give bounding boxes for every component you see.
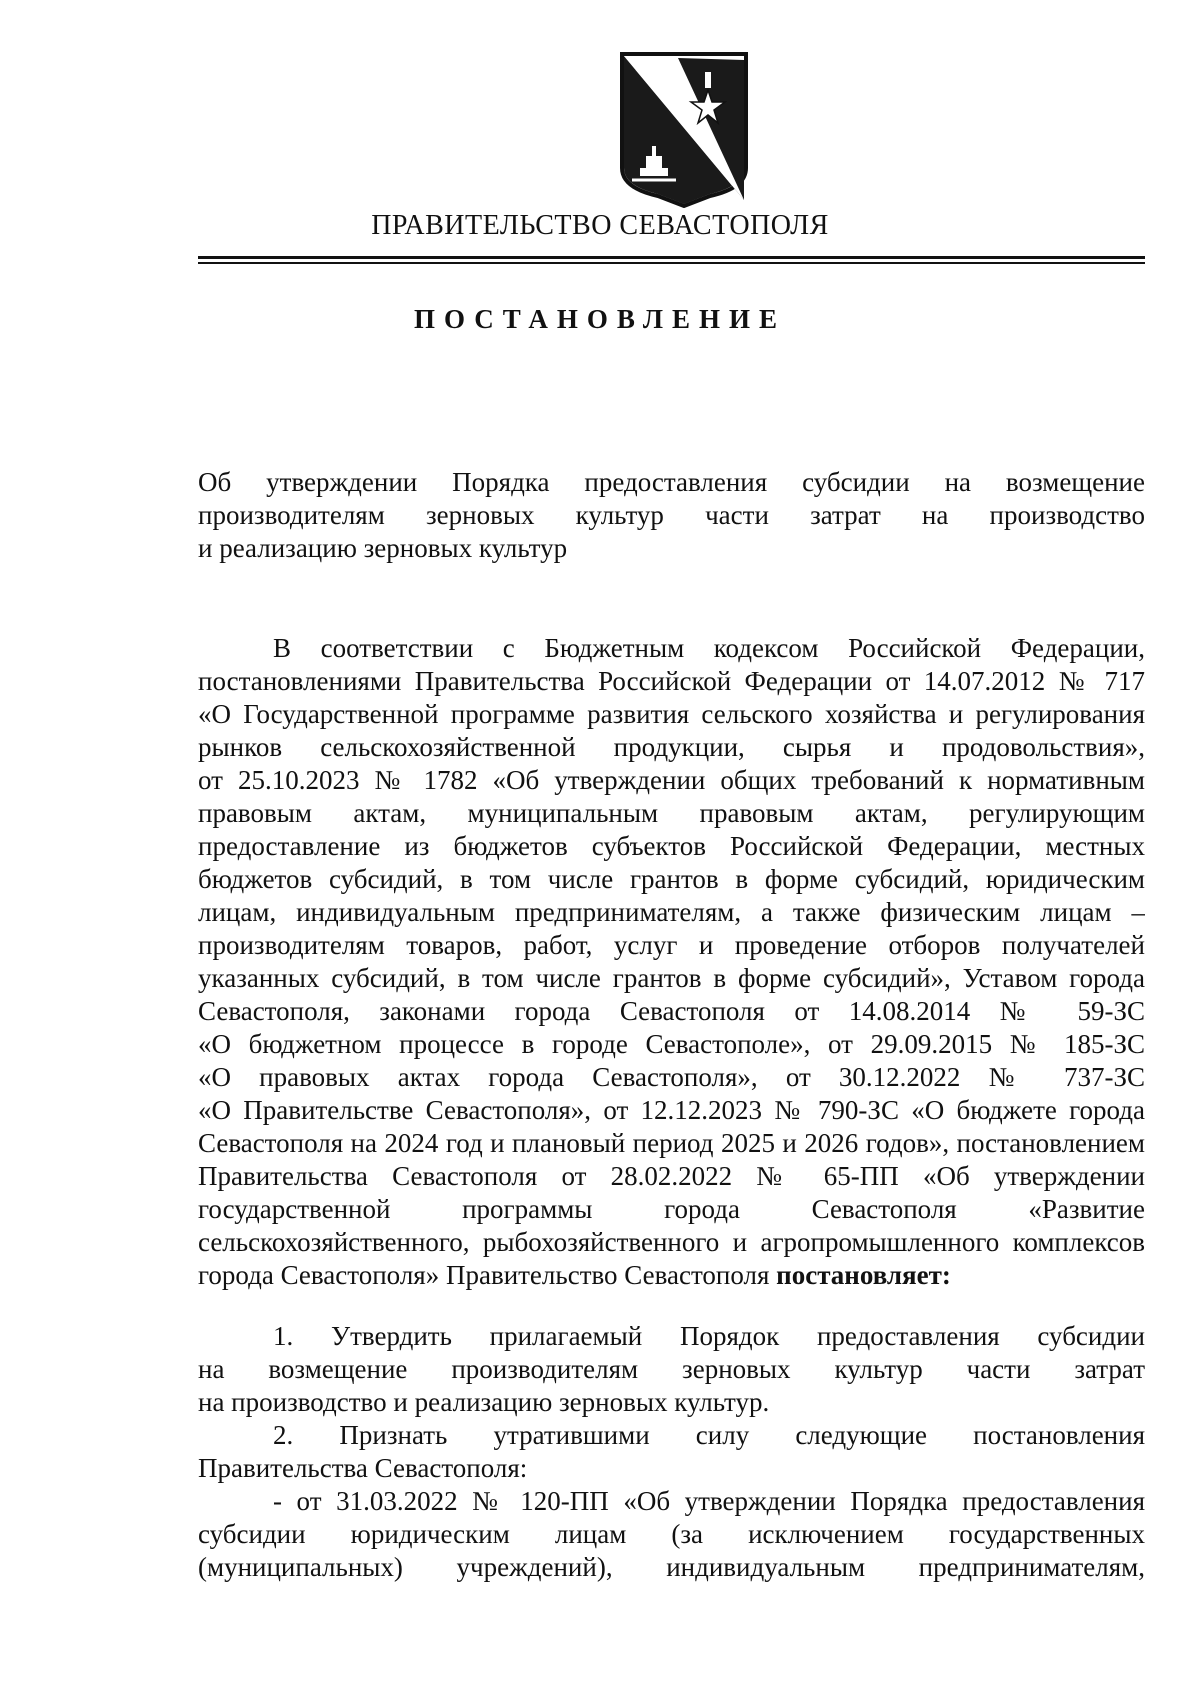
- title-line: производителям зерновых культур части затрат на производство: [198, 500, 1145, 530]
- preamble-line: бюджетов субсидий, в том числе грантов в форме субсидий, юридическим: [198, 864, 1145, 894]
- preamble-line: «О Государственной программе развития сельского хозяйства и регулирования: [198, 699, 1145, 729]
- preamble-line: Правительства Севастополя от 28.02.2022 № 65-ПП «Об утверждении: [198, 1161, 1145, 1191]
- repealed-line: (муниципальных) учреждений), индивидуальным предпринимателям,: [198, 1552, 1145, 1582]
- preamble-line: от 25.10.2023 № 1782 «Об утверждении общих требований к нормативным: [198, 765, 1145, 795]
- document-type: ПОСТАНОВЛЕНИЕ: [413, 304, 787, 334]
- preamble-line: постановлениями Правительства Российской Федерации от 14.07.2012 № 717: [198, 666, 1145, 696]
- preamble-line: сельскохозяйственного, рыбохозяйственного и агропромышленного комплексов: [198, 1227, 1145, 1257]
- item-1: [198, 1320, 1145, 1419]
- preamble-line: лицам, индивидуальным предпринимателям, а также физическим лицам –: [198, 897, 1145, 927]
- preamble-line: «О бюджетном процессе в городе Севастополе», от 29.09.2015 № 185-ЗС: [198, 1029, 1145, 1059]
- header-rule-thick: [198, 256, 1145, 259]
- preamble-line: «О правовых актах города Севастополя», от 30.12.2022 № 737-ЗС: [198, 1062, 1145, 1092]
- title-line: Об утверждении Порядка предоставления субсидии на возмещение: [198, 467, 1145, 497]
- item-1-line: 1. Утвердить прилагаемый Порядок предоставления субсидии: [273, 1321, 1145, 1351]
- resolves-keyword: постановляет:: [776, 1260, 951, 1290]
- preamble-last-line: [198, 1259, 1145, 1292]
- document-title: [198, 466, 1145, 565]
- preamble-line: Севастополя на 2024 год и плановый период 2025 и 2026 годов», постановлением: [198, 1128, 1145, 1158]
- preamble-last-text: города Севастополя» Правительство Севастополя: [198, 1260, 777, 1290]
- preamble-line: указанных субсидий, в том числе грантов в форме субсидий», Уставом города: [198, 963, 1145, 993]
- preamble-line: Севастополя, законами города Севастополя от 14.08.2014 № 59-ЗС: [198, 996, 1145, 1026]
- item-2: [198, 1419, 1145, 1485]
- item-2-line: 2. Признать утратившими силу следующие постановления: [273, 1420, 1145, 1450]
- repealed-line: субсидии юридическим лицам (за исключением государственных: [198, 1519, 1145, 1549]
- repealed-line: - от 31.03.2022 № 120-ПП «Об утверждении Порядка предоставления: [273, 1486, 1145, 1516]
- item-1-line: на производство и реализацию зерновых культур.: [198, 1387, 770, 1417]
- preamble: [198, 632, 1145, 1292]
- authority-name: ПРАВИТЕЛЬСТВО СЕВАСТОПОЛЯ: [371, 210, 829, 241]
- item-2-line: Правительства Севастополя:: [198, 1453, 528, 1483]
- preamble-line: предоставление из бюджетов субъектов Российской Федерации, местных: [198, 831, 1145, 861]
- preamble-line: правовым актам, муниципальным правовым актам, регулирующим: [198, 798, 1145, 828]
- preamble-line: «О Правительстве Севастополя», от 12.12.2023 № 790-ЗС «О бюджете города: [198, 1095, 1145, 1125]
- repealed-item: [198, 1485, 1145, 1584]
- item-1-line: на возмещение производителям зерновых культур части затрат: [198, 1354, 1145, 1384]
- preamble-line: рынков сельскохозяйственной продукции, сырья и продовольствия»,: [198, 732, 1145, 762]
- title-line: и реализацию зерновых культур: [198, 533, 568, 563]
- preamble-line: В соответствии с Бюджетным кодексом Российской Федерации,: [273, 633, 1145, 663]
- preamble-line: производителям товаров, работ, услуг и проведение отборов получателей: [198, 930, 1145, 960]
- coat-of-arms-emblem: [618, 50, 750, 208]
- preamble-line: государственной программы города Севастополя «Развитие: [198, 1194, 1145, 1224]
- header-rule-thin: [198, 262, 1145, 264]
